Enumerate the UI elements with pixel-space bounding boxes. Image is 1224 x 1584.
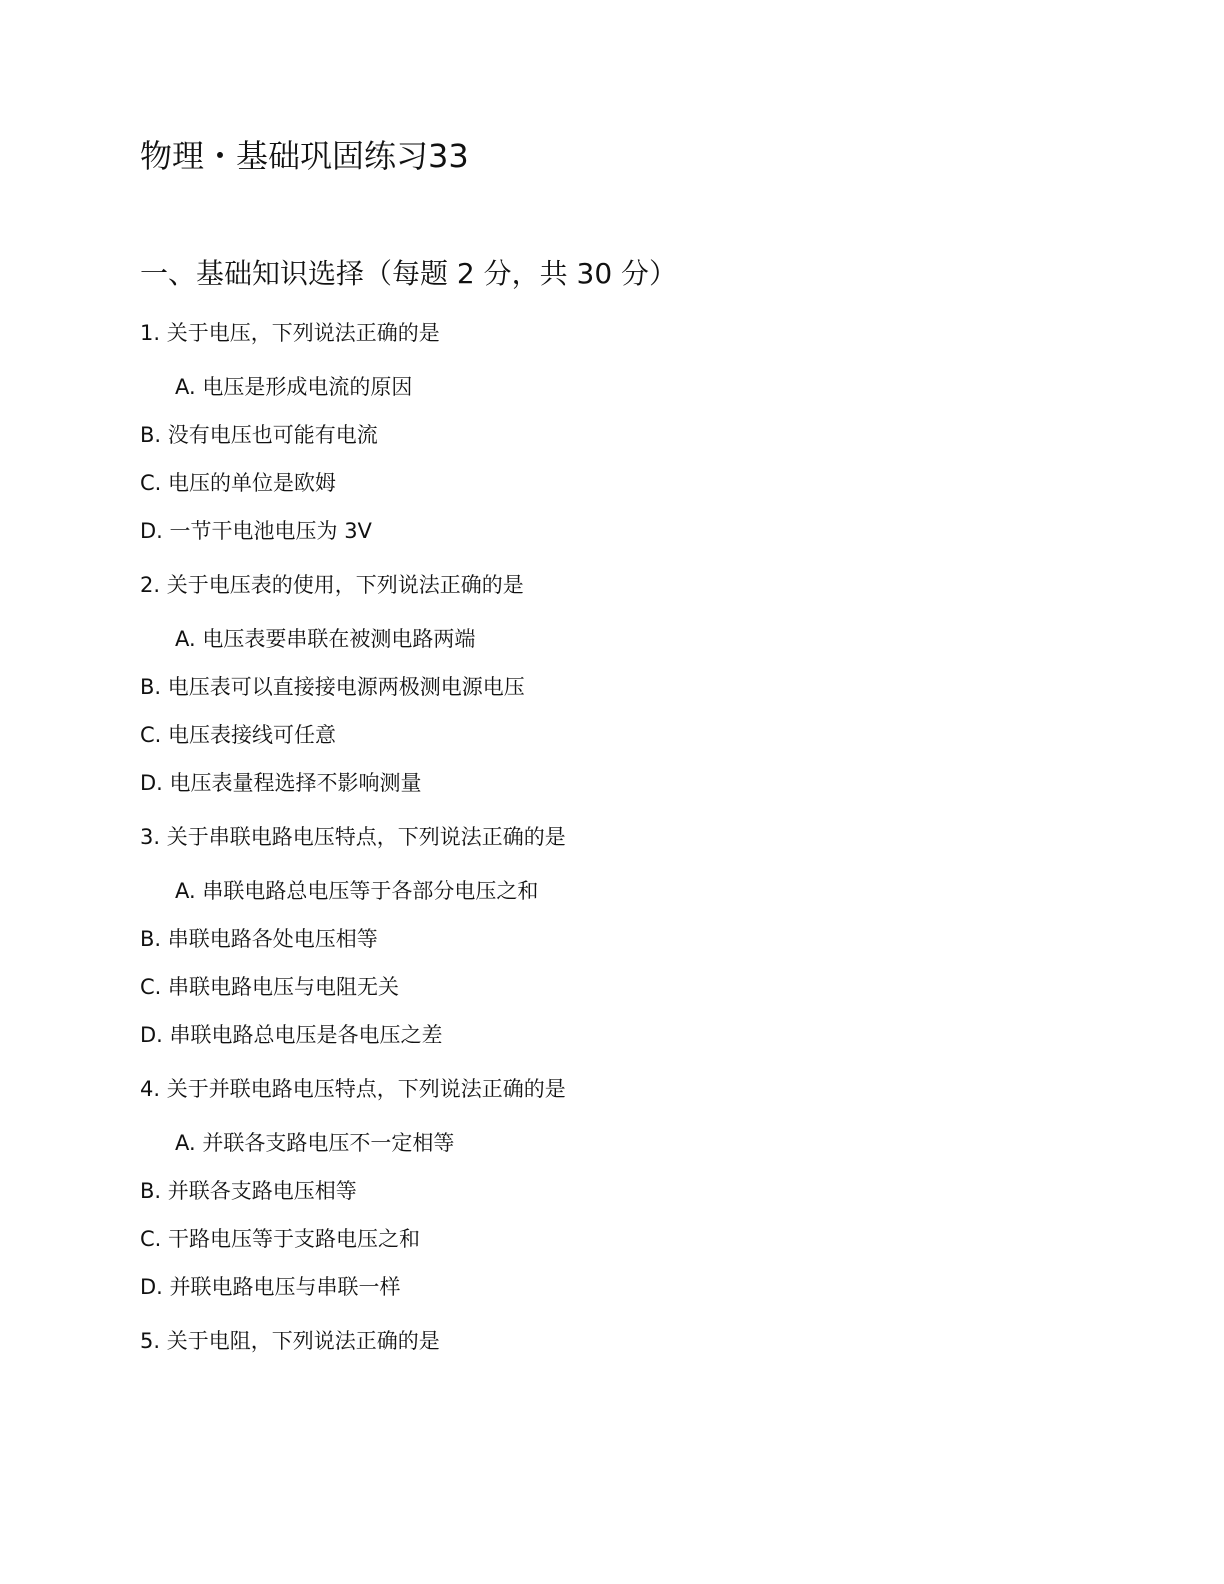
- option-b: B. 并联各支路电压相等: [140, 1179, 357, 1203]
- option-d: D. 一节干电池电压为 3V: [140, 519, 372, 543]
- option-a: A. 并联各支路电压不一定相等: [175, 1131, 455, 1155]
- option-a: A. 电压表要串联在被测电路两端: [175, 627, 476, 651]
- option-d: D. 串联电路总电压是各电压之差: [140, 1023, 443, 1047]
- option-b: B. 没有电压也可能有电流: [140, 423, 378, 447]
- option-d: D. 并联电路电压与串联一样: [140, 1275, 401, 1299]
- option-b: B. 电压表可以直接接电源两极测电源电压: [140, 675, 525, 699]
- option-a: A. 串联电路总电压等于各部分电压之和: [175, 879, 539, 903]
- option-c: C. 干路电压等于支路电压之和: [140, 1227, 421, 1251]
- section-heading: 一、基础知识选择（每题 2 分，共 30 分）: [140, 257, 678, 290]
- option-d: D. 电压表量程选择不影响测量: [140, 771, 422, 795]
- option-c: C. 电压的单位是欧姆: [140, 471, 337, 495]
- question-stem: 1. 关于电压，下列说法正确的是: [140, 321, 440, 345]
- page-title: 物理・基础巩固练习33: [140, 137, 469, 175]
- option-c: C. 串联电路电压与电阻无关: [140, 975, 400, 999]
- question-stem: 4. 关于并联电路电压特点，下列说法正确的是: [140, 1077, 566, 1101]
- option-b: B. 串联电路各处电压相等: [140, 927, 378, 951]
- question-stem: 5. 关于电阻，下列说法正确的是: [140, 1329, 440, 1353]
- question-stem: 2. 关于电压表的使用，下列说法正确的是: [140, 573, 524, 597]
- option-c: C. 电压表接线可任意: [140, 723, 337, 747]
- question-stem: 3. 关于串联电路电压特点，下列说法正确的是: [140, 825, 566, 849]
- option-a: A. 电压是形成电流的原因: [175, 375, 413, 399]
